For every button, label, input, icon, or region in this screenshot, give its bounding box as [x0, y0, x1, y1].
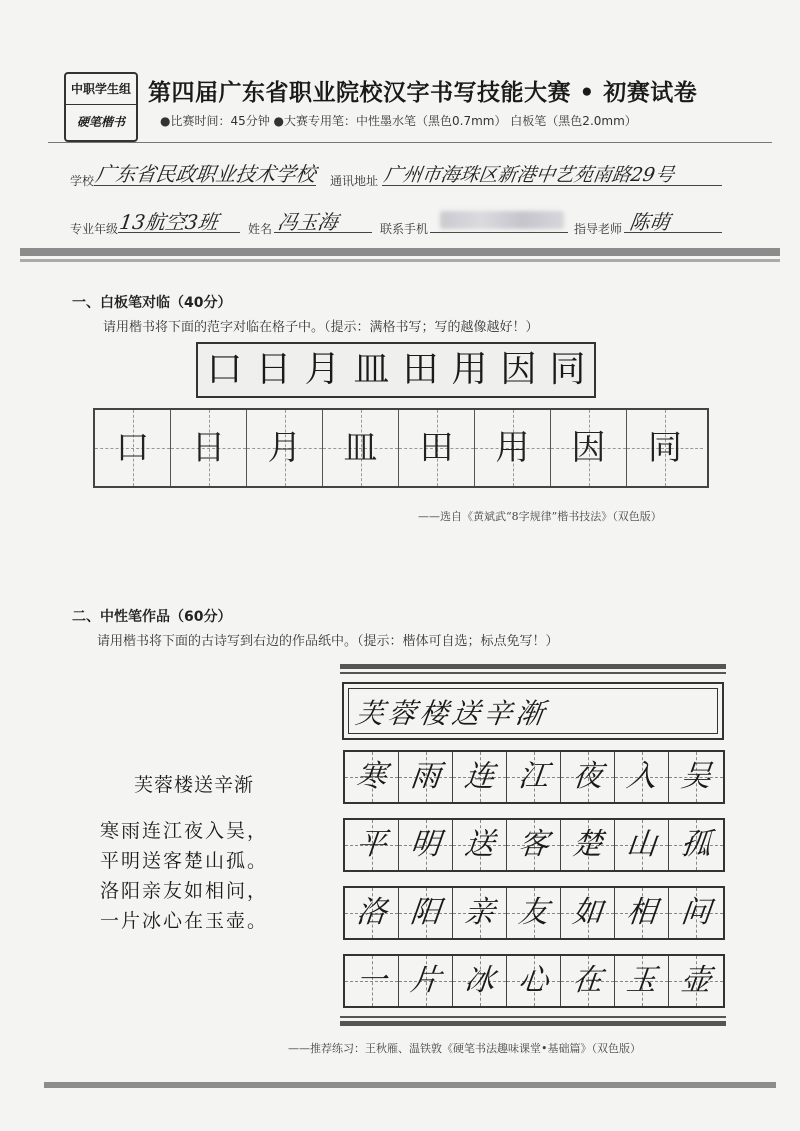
- handwritten-char: 江: [516, 759, 551, 794]
- poem-cell[interactable]: [345, 956, 399, 1006]
- poem-cell[interactable]: [453, 820, 507, 870]
- handwritten-char: 客: [516, 827, 551, 862]
- paper-top-line: [340, 672, 726, 674]
- paper-bottom-line: [340, 1016, 726, 1018]
- badge-group-label: 中职学生组: [66, 74, 136, 105]
- poem-cell[interactable]: [345, 752, 399, 802]
- poem-cell[interactable]: [669, 956, 723, 1006]
- poem-cell[interactable]: [345, 820, 399, 870]
- practice-char: 同: [648, 428, 682, 468]
- poem-line: 一片冰心在玉壶。: [100, 910, 269, 932]
- poem-cell[interactable]: [453, 752, 507, 802]
- section1-heading: 一、白板笔对临（40分）: [72, 295, 232, 311]
- address-field[interactable]: 广州市海珠区新港中艺苑南路29号: [382, 164, 676, 186]
- poem-cell[interactable]: [561, 956, 615, 1006]
- poem-line: 寒雨连江夜入吴，: [100, 820, 269, 842]
- poem-cell[interactable]: [561, 888, 615, 938]
- poem-cell[interactable]: [345, 888, 399, 938]
- model-char: 皿: [353, 349, 390, 390]
- form-divider-thin: [20, 259, 780, 262]
- poem-line: 洛阳亲友如相问，: [100, 880, 269, 902]
- school-label: 学校: [70, 174, 95, 188]
- section2-credit: ——推荐练习：王秋雁、温铁敦《硬笔书法趣味课堂•基础篇》（双色版）: [288, 1042, 641, 1055]
- poem-cell[interactable]: [561, 752, 615, 802]
- model-char: 月: [304, 349, 341, 390]
- poem-cell[interactable]: [507, 752, 561, 802]
- handwritten-char: 冰: [462, 963, 497, 998]
- handwritten-char: 问: [679, 895, 713, 930]
- practice-cell[interactable]: [95, 410, 171, 486]
- page-bottom-band: [44, 1082, 776, 1088]
- address-label: 通讯地址: [330, 174, 379, 188]
- poem-cell[interactable]: [399, 752, 453, 802]
- practice-cell[interactable]: [323, 410, 399, 486]
- handwritten-char: 山: [624, 827, 659, 862]
- handwritten-char: 寒: [354, 759, 389, 794]
- section1-credit: ——选自《黄斌武“8字规律”楷书技法》（双色版）: [418, 510, 662, 523]
- section2-instruction: 请用楷书将下面的古诗写到右边的作品纸中。（提示：楷体可自选；标点免写！）: [97, 634, 559, 649]
- handwritten-char: 吴: [679, 759, 713, 794]
- practice-cell[interactable]: [475, 410, 551, 486]
- poem-cell[interactable]: [399, 820, 453, 870]
- handwritten-title: 芙蓉楼送辛渐: [353, 697, 551, 730]
- handwritten-char: 一: [354, 963, 389, 998]
- practice-char: 月: [267, 428, 302, 468]
- page-title: 第四届广东省职业院校汉字书写技能大赛 • 初赛试卷: [148, 80, 698, 106]
- poem-cell[interactable]: [399, 888, 453, 938]
- poem-cell[interactable]: [561, 820, 615, 870]
- handwritten-char: 壶: [679, 963, 713, 998]
- handwritten-char: 雨: [408, 759, 443, 794]
- model-char: 口: [206, 349, 243, 390]
- handwritten-char: 如: [570, 895, 605, 930]
- paper-top-bar: [340, 664, 726, 669]
- handwritten-char: 友: [516, 895, 551, 930]
- phone-redacted-value[interactable]: [440, 211, 564, 229]
- name-label: 姓名: [248, 222, 273, 236]
- handwritten-char: 玉: [624, 963, 659, 998]
- handwritten-char: 入: [624, 759, 659, 794]
- handwritten-char: 心: [516, 963, 551, 998]
- page-subtitle: ●比赛时间：45分钟 ●大赛专用笔：中性墨水笔（黑色0.7mm） 白板笔（黑色2.0mm）: [160, 114, 637, 128]
- poem-line: 平明送客楚山孤。: [100, 850, 269, 872]
- section1-instruction: 请用楷书将下面的范字对临在格子中。（提示：满格书写；写的越像越好！）: [103, 320, 539, 335]
- practice-char: 因: [571, 428, 606, 468]
- phone-underline: [430, 232, 568, 233]
- model-char: 田: [402, 349, 439, 390]
- major-field[interactable]: 13航空3班: [118, 210, 220, 234]
- model-characters-box: [196, 342, 596, 398]
- major-label: 专业年级: [70, 222, 119, 236]
- handwritten-char: 孤: [679, 827, 713, 862]
- poem-cell[interactable]: [507, 820, 561, 870]
- handwritten-char: 洛: [354, 895, 389, 930]
- name-field[interactable]: 冯玉海: [276, 210, 340, 234]
- category-badge: [64, 72, 138, 142]
- handwritten-char: 明: [408, 827, 443, 862]
- poem-cell[interactable]: [453, 956, 507, 1006]
- paper-bottom-bar: [340, 1021, 726, 1026]
- header-divider: [48, 142, 772, 143]
- handwritten-char: 片: [408, 963, 443, 998]
- practice-grid: [93, 408, 709, 488]
- model-char: 因: [500, 349, 537, 390]
- practice-char: 田: [419, 428, 454, 468]
- poem-paper-row: [343, 818, 725, 872]
- practice-cell[interactable]: [399, 410, 475, 486]
- poem-cell[interactable]: [669, 888, 723, 938]
- poem-cell[interactable]: [615, 956, 669, 1006]
- teacher-field[interactable]: 陈萌: [628, 210, 672, 234]
- poem-cell[interactable]: [615, 820, 669, 870]
- handwritten-char: 楚: [570, 827, 605, 862]
- badge-style-label: 硬笔楷书: [76, 115, 125, 129]
- poem-paper-row: [343, 954, 725, 1008]
- form-divider-band: [20, 248, 780, 256]
- handwritten-char: 连: [462, 759, 497, 794]
- poem-cell[interactable]: [507, 888, 561, 938]
- handwritten-char: 阳: [408, 895, 443, 930]
- handwritten-char: 亲: [462, 895, 497, 930]
- practice-char: 口: [115, 428, 150, 468]
- handwritten-char: 夜: [570, 759, 605, 794]
- handwritten-char: 相: [624, 895, 659, 930]
- practice-char: 皿: [343, 428, 378, 468]
- practice-cell[interactable]: [627, 410, 703, 486]
- handwritten-title-box[interactable]: [342, 682, 724, 740]
- poem-title: 芙蓉楼送辛渐: [134, 774, 255, 796]
- handwritten-char: 在: [570, 963, 605, 998]
- phone-label: 联系手机: [380, 222, 429, 236]
- practice-char: 日: [191, 428, 226, 468]
- handwritten-char: 送: [462, 827, 497, 862]
- poem-cell[interactable]: [669, 752, 723, 802]
- handwritten-char: 平: [354, 827, 389, 862]
- poem-paper-row: [343, 750, 725, 804]
- model-char: 用: [451, 349, 488, 390]
- practice-cell[interactable]: [247, 410, 323, 486]
- poem-cell[interactable]: [453, 888, 507, 938]
- model-char: 日: [255, 349, 292, 390]
- model-char: 同: [549, 349, 586, 390]
- practice-cell[interactable]: [171, 410, 247, 486]
- poem-cell[interactable]: [399, 956, 453, 1006]
- section2-heading: 二、中性笔作品（60分）: [72, 609, 232, 625]
- poem-cell[interactable]: [507, 956, 561, 1006]
- poem-cell[interactable]: [615, 888, 669, 938]
- poem-cell[interactable]: [615, 752, 669, 802]
- poem-paper-row: [343, 886, 725, 940]
- practice-char: 用: [495, 428, 530, 468]
- school-field[interactable]: 广东省民政职业技术学校: [94, 162, 318, 186]
- practice-cell[interactable]: [551, 410, 627, 486]
- poem-cell[interactable]: [669, 820, 723, 870]
- teacher-label: 指导老师: [574, 222, 623, 236]
